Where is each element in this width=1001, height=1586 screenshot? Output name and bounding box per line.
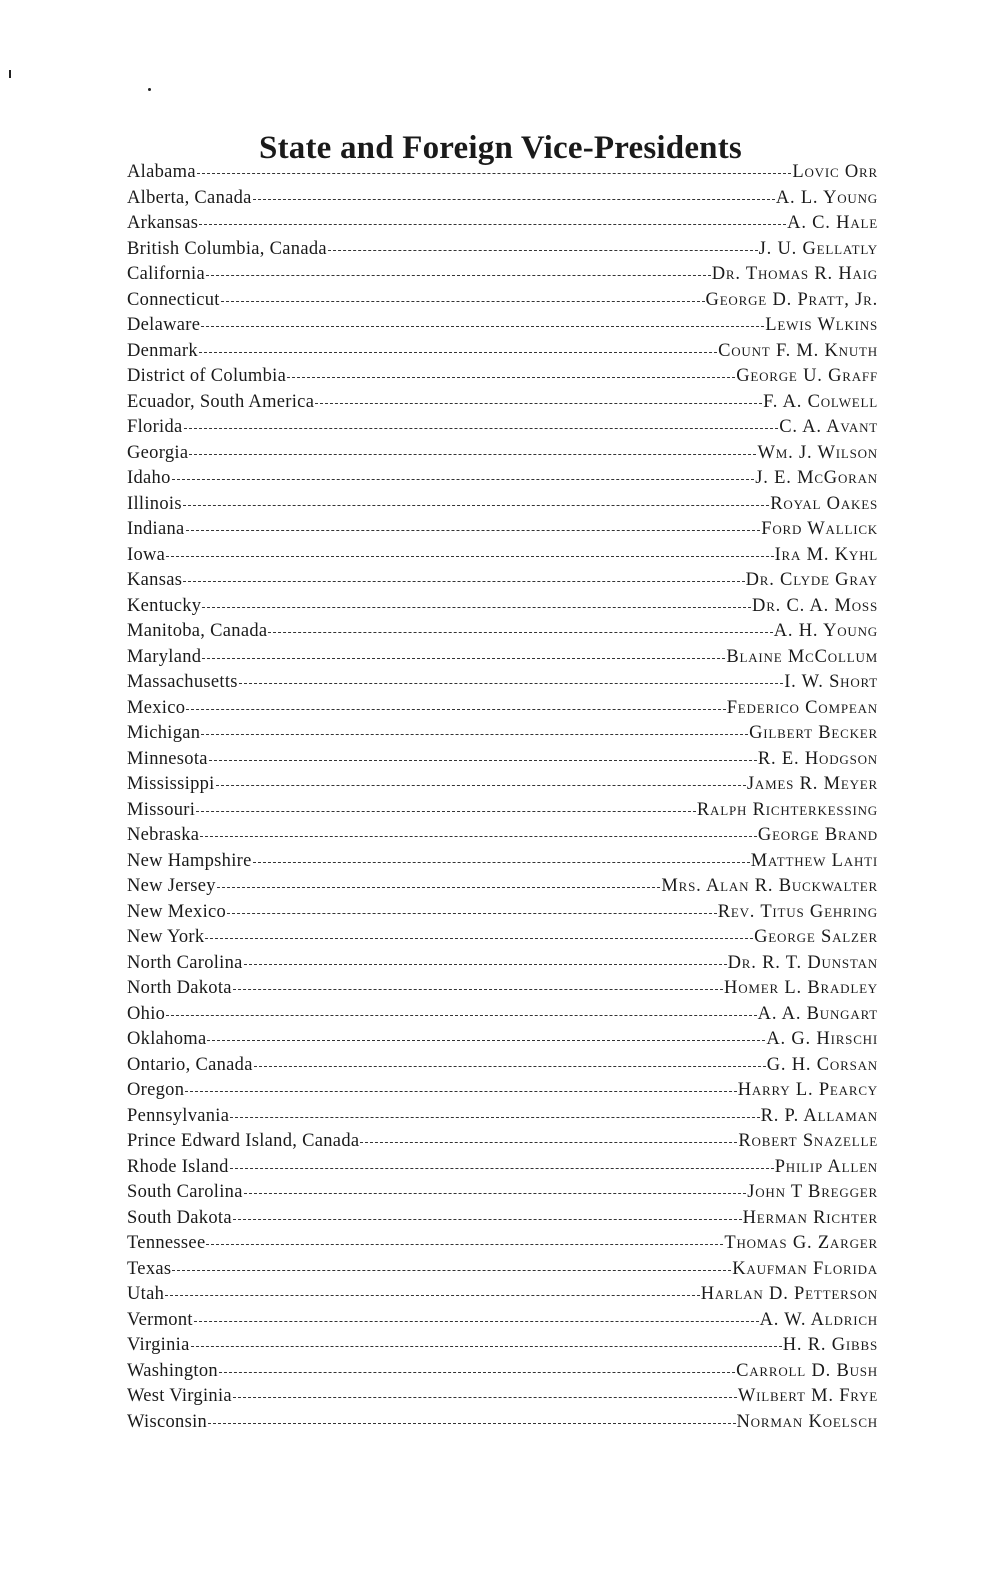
vice-president-name: George D. Pratt, Jr. [705,289,878,310]
vice-president-name: Philip Allen [774,1156,878,1177]
list-item [127,186,878,212]
state-name: Indiana [127,519,185,539]
vice-president-name: Mrs. Alan R. Buckwalter [661,876,878,896]
state-name: New Mexico [127,901,227,922]
state-name: California [127,264,206,284]
dot-leader [216,785,746,786]
dot-leader [230,1168,774,1169]
state-name: Mississippi [127,774,215,794]
list-item [127,1257,878,1283]
dot-leader [230,1117,759,1118]
vice-president-name: C. A. Avant [779,417,878,437]
state-name: Prince Edward Island, Canada [127,1131,360,1151]
dot-leader [268,632,772,633]
list-item [127,1027,878,1053]
list-item [127,976,878,1002]
state-name: Mexico [127,697,186,718]
dot-leader [360,1142,737,1143]
list-item [127,237,878,263]
dot-leader [253,862,750,863]
vice-president-name: John T Bregger [747,1182,878,1202]
list-item [127,1308,878,1334]
dot-leader [205,938,753,939]
dot-leader [186,709,725,710]
vice-president-name: George Salzer [754,927,878,947]
state-name: Ecuador, South America [127,391,315,412]
state-name: Rhode Island [127,1156,229,1177]
vice-president-name: A. A. Bungart [757,1003,878,1024]
list-item [127,364,878,390]
vice-president-name: A. G. Hirschi [766,1029,878,1049]
list-item [127,466,878,492]
vice-president-name: Ira M. Kyhl [774,544,878,565]
vice-president-name: R. E. Hodgson [757,748,878,769]
vice-president-name: Ralph Richterkessing [696,799,878,820]
state-name: Connecticut [127,289,220,310]
list-item [127,645,878,671]
state-name: North Dakota [127,978,232,998]
list-item [127,1333,878,1359]
dot-leader [328,250,758,251]
state-name: Oregon [127,1080,185,1100]
vice-president-name: Wm. J. Wilson [757,442,878,463]
list-item [127,1129,878,1155]
state-name: Kansas [127,570,183,590]
state-name: Alberta, Canada [127,187,252,208]
vice-president-name: Dr. C. A. Moss [752,595,878,616]
state-name: South Carolina [127,1182,243,1202]
dot-leader [217,887,661,888]
dot-leader [233,989,723,990]
list-item [127,696,878,722]
dot-leader [201,326,764,327]
dot-leader [199,224,786,225]
dot-leader [233,1219,742,1220]
vice-president-name: Gilbert Becker [749,723,878,743]
vice-president-name: Blaine McCollum [726,646,878,667]
dot-leader [208,1423,735,1424]
list-item [127,900,878,926]
vice-president-name: Kaufman Florida [732,1258,878,1279]
state-name: Washington [127,1360,218,1381]
vice-president-name: Matthew Lahti [750,850,878,871]
state-name: Missouri [127,799,196,820]
list-item [127,288,878,314]
list-item [127,1282,878,1308]
vice-president-list [127,160,878,1435]
dot-leader [315,403,762,404]
list-item [127,313,878,339]
state-name: South Dakota [127,1207,232,1228]
dot-leader [233,1397,737,1398]
vice-president-name: Federico Compean [726,697,878,718]
list-item [127,1155,878,1181]
dot-leader [209,760,757,761]
dot-leader [201,734,748,735]
scan-speck [148,88,151,91]
dot-leader [227,913,717,914]
list-item [127,1410,878,1436]
vice-president-name: Ford Wallick [761,519,878,539]
list-item [127,492,878,518]
list-item [127,1180,878,1206]
dot-leader [199,352,717,353]
dot-leader [244,964,727,965]
dot-leader [206,275,711,276]
list-item [127,262,878,288]
dot-leader [200,836,757,837]
list-item [127,543,878,569]
state-name: Idaho [127,468,171,488]
state-name: British Columbia, Canada [127,238,327,259]
vice-president-name: George Brand [757,825,878,845]
state-name: Wisconsin [127,1411,208,1432]
dot-leader [197,173,792,174]
list-item [127,1104,878,1130]
dot-leader [244,1193,746,1194]
dot-leader [183,581,744,582]
vice-president-name: J. E. McGoran [755,468,878,488]
list-item [127,339,878,365]
list-item [127,390,878,416]
state-name: North Carolina [127,952,243,973]
list-item [127,594,878,620]
dot-leader [253,199,775,200]
list-item [127,951,878,977]
vice-president-name: Wilbert M. Frye [737,1386,878,1406]
state-name: Georgia [127,442,189,463]
vice-president-name: A. L. Young [775,187,878,208]
vice-president-name: George U. Graff [736,366,878,386]
vice-president-name: Lovic Orr [792,162,878,182]
dot-leader [166,1015,756,1016]
list-item [127,670,878,696]
state-name: Florida [127,417,183,437]
vice-president-name: A. W. Aldrich [759,1309,878,1330]
state-name: West Virginia [127,1386,232,1406]
dot-leader [185,1091,736,1092]
list-item [127,619,878,645]
state-name: Virginia [127,1335,190,1355]
state-name: Delaware [127,315,201,335]
state-name: Minnesota [127,748,208,769]
vice-president-name: I. W. Short [784,672,878,692]
state-name: Michigan [127,723,201,743]
vice-president-name: Homer L. Bradley [724,978,878,998]
list-item [127,568,878,594]
vice-president-name: Lewis Wlkins [765,315,878,335]
dot-leader [166,556,773,557]
vice-president-name: James R. Meyer [746,774,878,794]
dot-leader [202,607,751,608]
dot-leader [172,1270,731,1271]
state-name: New Hampshire [127,850,252,871]
dot-leader [191,1346,782,1347]
dot-leader [202,658,725,659]
list-item [127,772,878,798]
state-name: Texas [127,1258,172,1279]
vice-president-name: Carroll D. Bush [736,1360,878,1381]
vice-president-name: R. P. Allaman [760,1105,878,1126]
state-name: Alabama [127,162,196,182]
state-name: Massachusetts [127,672,238,692]
list-item [127,925,878,951]
vice-president-name: Norman Koelsch [736,1411,878,1432]
list-item [127,1384,878,1410]
dot-leader [254,1066,766,1067]
dot-leader [239,683,783,684]
dot-leader [221,301,705,302]
list-item [127,517,878,543]
vice-president-name: Rev. Titus Gehring [717,901,878,922]
list-item [127,721,878,747]
dot-leader [196,811,696,812]
vice-president-name: A. H. Young [773,621,878,641]
state-name: Vermont [127,1309,193,1330]
vice-president-name: Herman Richter [742,1207,878,1228]
list-item [127,823,878,849]
state-name: Nebraska [127,825,200,845]
vice-president-name: Count F. M. Knuth [718,340,878,361]
dot-leader [184,428,779,429]
vice-president-name: Dr. Thomas R. Haig [711,264,878,284]
list-item [127,747,878,773]
state-name: Tennessee [127,1233,206,1253]
dot-leader [287,377,735,378]
vice-president-name: J. U. Gellatly [758,238,878,259]
list-item [127,160,878,186]
page-title: State and Foreign Vice-Presidents [259,130,742,167]
vice-president-name: Harry L. Pearcy [737,1080,878,1100]
state-name: Ontario, Canada [127,1054,253,1075]
list-item [127,1231,878,1257]
vice-president-name: Robert Snazelle [738,1131,878,1151]
state-name: District of Columbia [127,366,287,386]
state-name: Iowa [127,544,166,565]
dot-leader [183,505,769,506]
vice-president-name: Harlan D. Petterson [700,1284,878,1304]
list-item [127,798,878,824]
dot-leader [165,1295,700,1296]
vice-president-name: A. C. Hale [787,213,878,233]
list-item [127,211,878,237]
vice-president-name: Royal Oakes [770,493,878,514]
list-item [127,1078,878,1104]
list-item [127,874,878,900]
dot-leader [189,454,756,455]
vice-president-name: G. H. Corsan [766,1054,878,1075]
dot-leader [194,1321,759,1322]
list-item [127,415,878,441]
dot-leader [207,1040,765,1041]
vice-president-name: Dr. R. T. Dunstan [727,952,878,973]
list-item [127,1359,878,1385]
state-name: New York [127,927,205,947]
state-name: New Jersey [127,876,216,896]
vice-president-name: F. A. Colwell [763,391,878,412]
state-name: Pennsylvania [127,1105,230,1126]
state-name: Denmark [127,340,198,361]
list-item [127,1053,878,1079]
vice-president-name: H. R. Gibbs [782,1335,878,1355]
list-item [127,849,878,875]
list-item [127,441,878,467]
state-name: Manitoba, Canada [127,621,268,641]
vice-president-name: Dr. Clyde Gray [745,570,878,590]
dot-leader [186,530,761,531]
state-name: Oklahoma [127,1029,207,1049]
list-item [127,1002,878,1028]
dot-leader [172,479,755,480]
state-name: Maryland [127,646,202,667]
list-item [127,1206,878,1232]
state-name: Utah [127,1284,165,1304]
state-name: Kentucky [127,595,202,616]
dot-leader [206,1244,723,1245]
state-name: Ohio [127,1003,166,1024]
vice-president-name: Thomas G. Zarger [724,1233,878,1253]
state-name: Arkansas [127,213,199,233]
scan-speck [9,70,11,78]
state-name: Illinois [127,493,182,514]
dot-leader [219,1372,735,1373]
